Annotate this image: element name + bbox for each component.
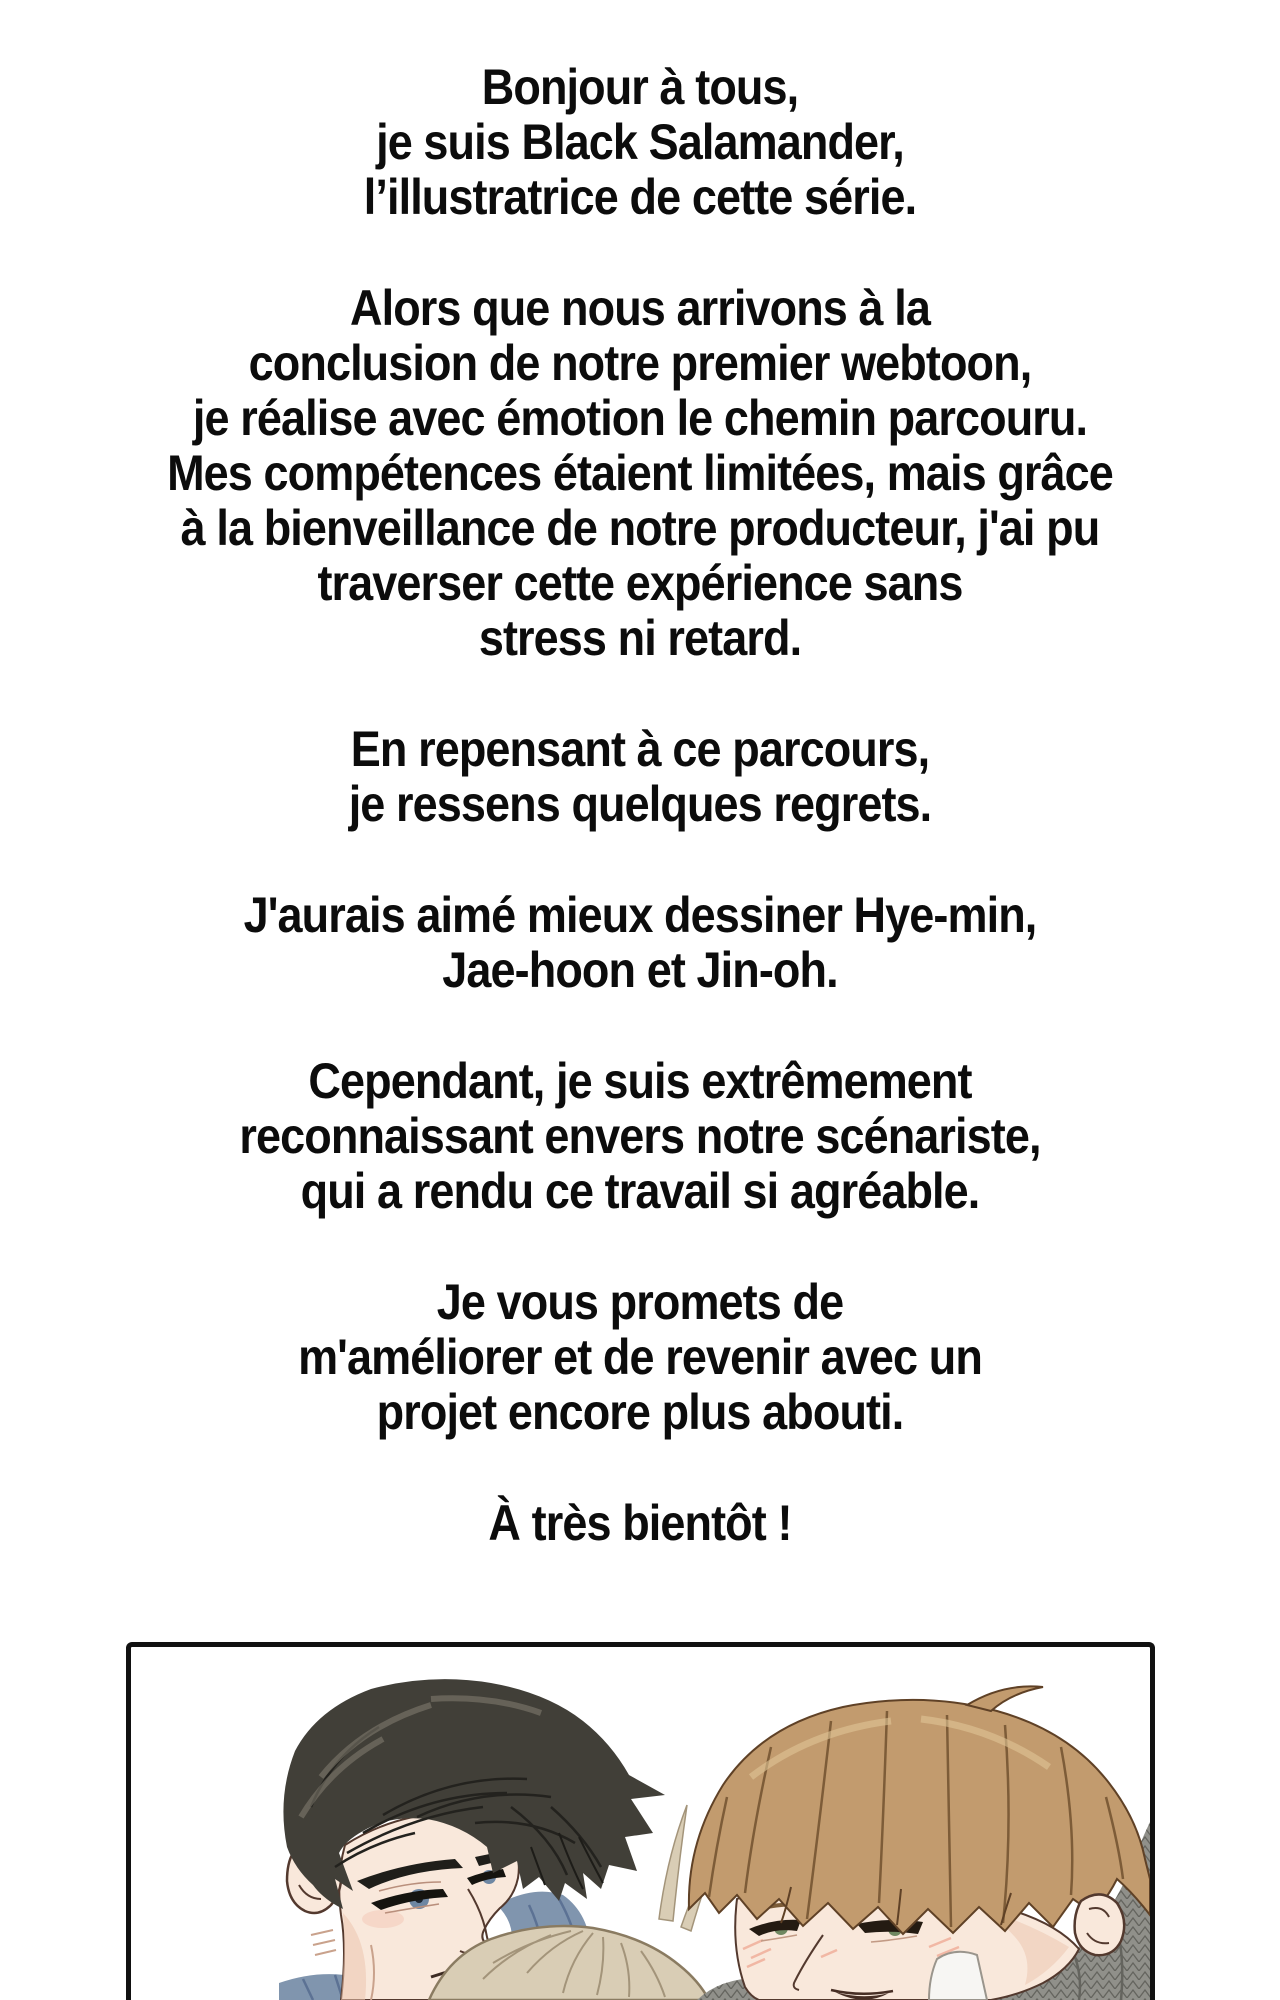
afterword-line: Je vous promets de	[436, 1274, 844, 1330]
right-ear	[1075, 1894, 1125, 1955]
right-character-hair	[689, 1700, 1150, 1934]
afterword-paragraph	[64, 722, 1216, 832]
afterword-line: je suis Black Salamander,	[376, 114, 904, 170]
afterword-line: traverser cette expérience sans	[317, 555, 963, 611]
afterword-paragraph	[64, 1054, 1216, 1219]
afterword-line: m'améliorer et de revenir avec un	[298, 1329, 982, 1385]
afterword-line: stress ni retard.	[478, 610, 802, 666]
afterword-paragraph	[64, 1275, 1216, 1440]
afterword-line: En repensant à ce parcours,	[350, 721, 930, 777]
afterword-line: Alors que nous arrivons à la	[350, 280, 930, 336]
afterword-line: Cependant, je suis extrêmement	[308, 1053, 972, 1109]
illustration-panel	[126, 1642, 1155, 2000]
afterword-line: reconnaissant envers notre scénariste,	[239, 1108, 1041, 1164]
afterword-line: Bonjour à tous,	[481, 59, 799, 115]
afterword-line: projet encore plus abouti.	[376, 1384, 904, 1440]
afterword-line: qui a rendu ce travail si agréable.	[300, 1163, 980, 1219]
afterword-line: J'aurais aimé mieux dessiner Hye-min,	[243, 887, 1037, 943]
right-character	[689, 1686, 1150, 2000]
afterword-line: l’illustratrice de cette série.	[363, 169, 917, 225]
afterword-paragraph	[64, 1496, 1216, 1551]
afterword-line: À très bientôt !	[488, 1495, 792, 1551]
illustration-artwork	[131, 1647, 1150, 2000]
afterword-line: je réalise avec émotion le chemin parcouru.	[192, 390, 1088, 446]
afterword-paragraph	[64, 60, 1216, 225]
right-shirt-collar	[929, 1952, 987, 2000]
left-face-blush	[362, 1910, 404, 1928]
afterword-paragraph	[64, 281, 1216, 666]
afterword-paragraph	[64, 888, 1216, 998]
right-hair-flick	[967, 1686, 1043, 1711]
afterword-line: à la bienveillance de notre producteur, j'ai pu	[180, 500, 1100, 556]
afterword-line: Mes compétences étaient limitées, mais grâce	[167, 445, 1113, 501]
afterword-line: conclusion de notre premier webtoon,	[248, 335, 1032, 391]
afterword-line: Jae-hoon et Jin-oh.	[442, 942, 838, 998]
afterword-line: je ressens quelques regrets.	[348, 776, 932, 832]
